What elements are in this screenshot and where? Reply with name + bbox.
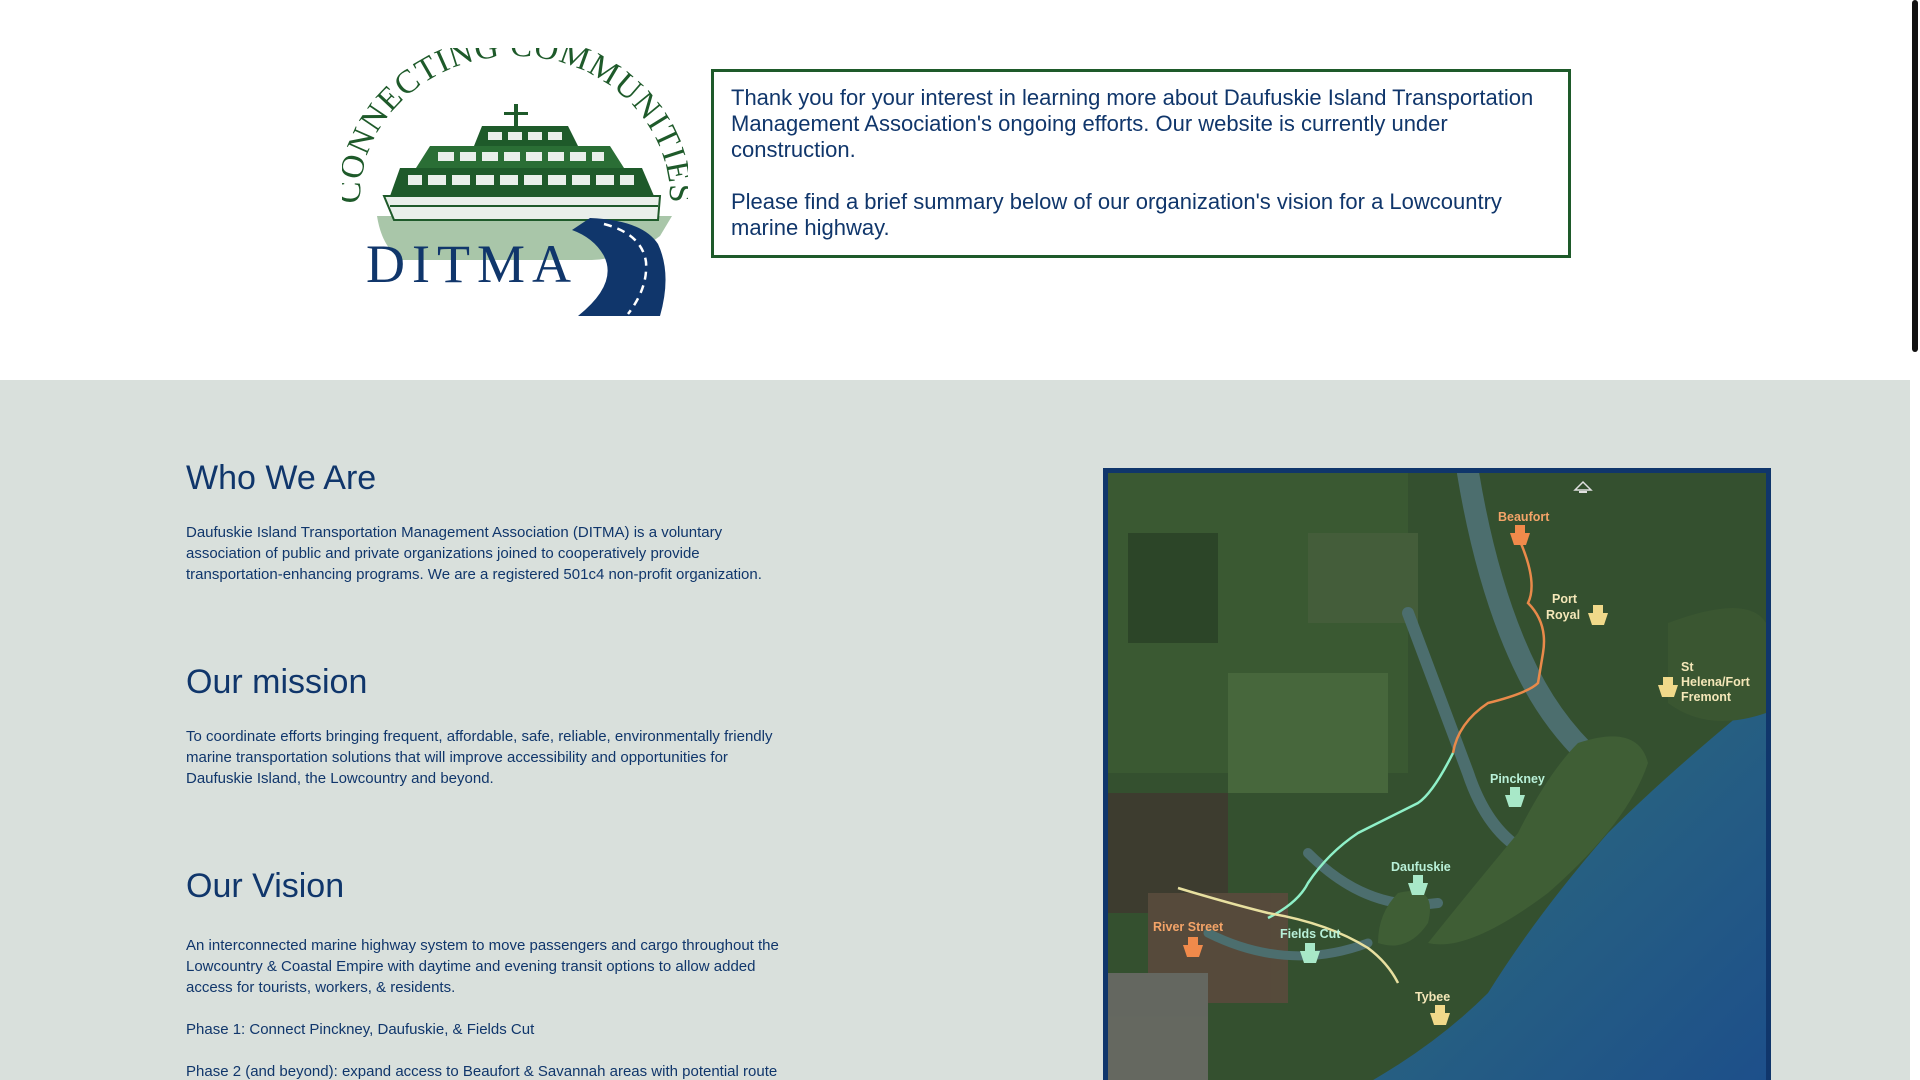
mission-text: To coordinate efforts bringing frequent, affordable, safe, reliable, environmentally friendly marine transportation solutions that will improve accessibility and opportunities for Daufuskie Island, the Lowcountry and beyond. xyxy=(186,728,773,787)
who-we-are-section xyxy=(186,458,786,585)
header xyxy=(0,0,1910,380)
logo-name: DITMA xyxy=(366,234,578,294)
scrollbar-thumb[interactable] xyxy=(1912,0,1918,352)
intro-paragraph-2: Please find a brief summary below of our organization's vision for a Lowcountry marine highway. xyxy=(731,189,1502,240)
vision-phase-2: Phase 2 (and beyond): expand access to Beaufort & Savannah areas with potential route xyxy=(186,1063,778,1080)
label-daufuskie: Daufuskie xyxy=(1391,860,1451,874)
who-we-are-heading: Who We Are xyxy=(186,459,377,497)
label-port-royal-1: Port xyxy=(1552,592,1577,606)
label-st-helena-2: Helena/Fort xyxy=(1681,675,1750,689)
logo-tagline: NNECTING OMMUNIT xyxy=(342,48,688,160)
intro-paragraph-1: Thank you for your interest in learning more about Daufuskie Island Transportation Management Association's ongoing efforts. Our website is currently under construction. xyxy=(731,85,1534,162)
label-pinckney: Pinckney xyxy=(1490,772,1545,786)
label-st-helena-3: Fremont xyxy=(1681,690,1731,704)
label-st-helena-1: St xyxy=(1681,660,1694,674)
main-content xyxy=(0,380,1910,1080)
mission-heading: Our mission xyxy=(186,663,368,701)
who-we-are-body xyxy=(186,522,786,585)
intro-message-box xyxy=(711,69,1571,258)
vision-section xyxy=(186,866,786,1080)
vision-heading: Our Vision xyxy=(186,867,345,905)
ditma-logo[interactable] xyxy=(342,48,688,316)
marine-highway-map[interactable] xyxy=(1103,468,1771,1080)
label-river-street: River Street xyxy=(1153,920,1224,934)
vision-text: An interconnected marine highway system to move passengers and cargo throughout the Lowcountry & Coastal Empire with daytime and evening transit options to allow added access for tourists, workers, & residents. xyxy=(186,937,779,996)
label-tybee: Tybee xyxy=(1415,990,1451,1004)
mission-body xyxy=(186,726,786,789)
who-we-are-text: Daufuskie Island Transportation Management Association (DITMA) is a voluntary association of public and private organizations joined to cooperatively provide transportation-enhancing programs. We are a registered 501c4 non-profit organization. xyxy=(186,524,762,583)
label-beaufort: Beaufort xyxy=(1498,510,1550,524)
vision-phase-1: Phase 1: Connect Pinckney, Daufuskie, & Fields Cut xyxy=(186,1021,535,1038)
vision-body xyxy=(186,935,786,1080)
label-port-royal-2: Royal xyxy=(1546,608,1581,622)
label-fields-cut: Fields Cut xyxy=(1280,927,1341,941)
mission-section xyxy=(186,662,786,789)
